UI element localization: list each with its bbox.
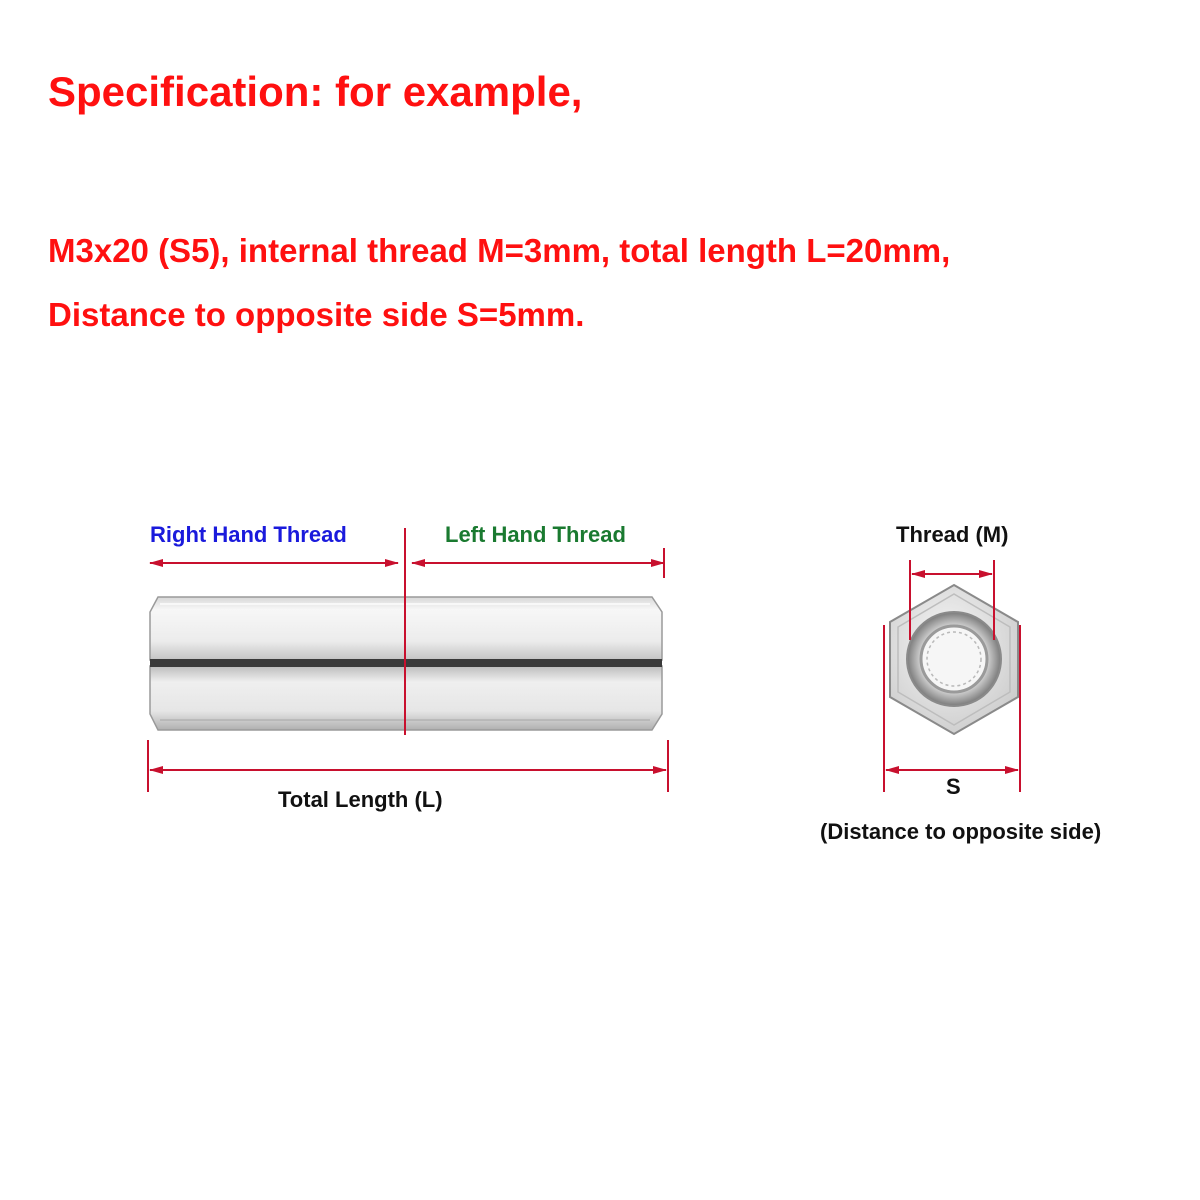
s-caption: (Distance to opposite side) bbox=[820, 819, 1102, 844]
right-hand-thread-label: Right Hand Thread bbox=[150, 522, 347, 547]
total-length-label: Total Length (L) bbox=[278, 787, 443, 812]
thread-m-label: Thread (M) bbox=[896, 522, 1009, 547]
spec-line-2: Distance to opposite side S=5mm. bbox=[48, 296, 585, 333]
spec-line-1: M3x20 (S5), internal thread M=3mm, total length L=20mm, bbox=[48, 232, 951, 269]
left-hand-thread-label: Left Hand Thread bbox=[445, 522, 626, 547]
standoff-end-view bbox=[886, 585, 1018, 734]
spec-title: Specification: for example, bbox=[48, 68, 583, 115]
s-label: S bbox=[946, 774, 961, 799]
